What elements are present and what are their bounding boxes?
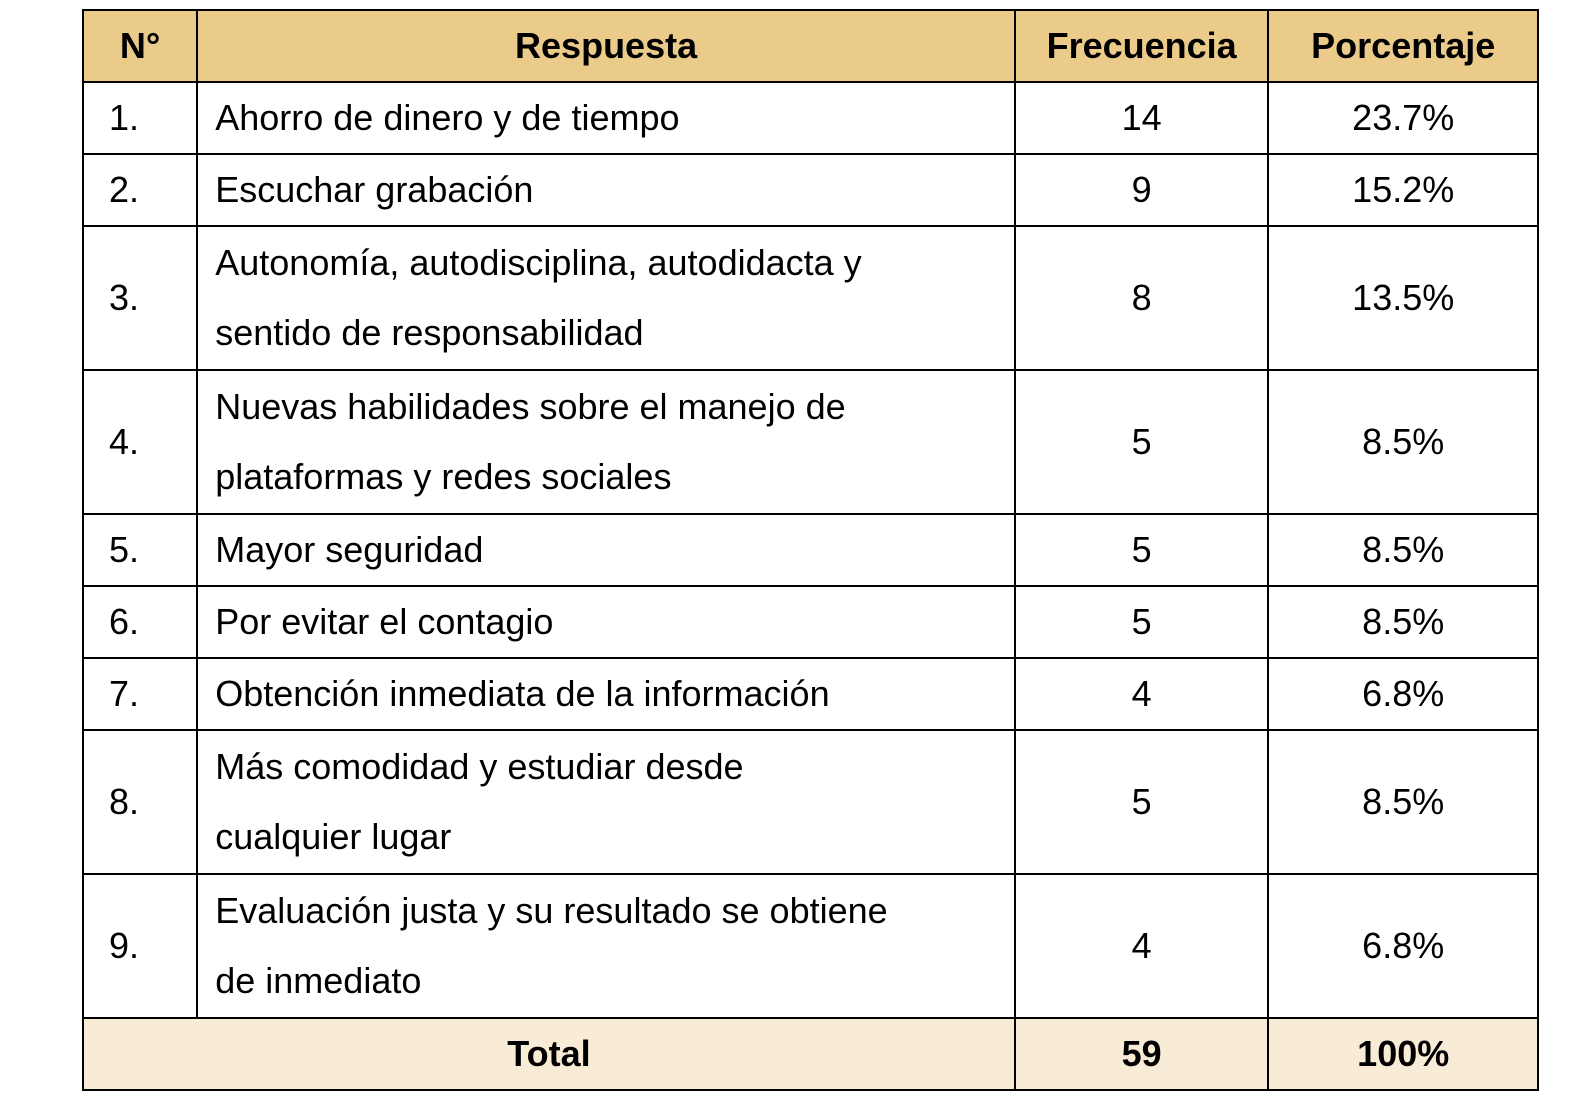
survey-results-table	[82, 9, 1539, 1091]
row-percentage: 8.5%	[1268, 370, 1538, 514]
row-frequency: 9	[1015, 154, 1269, 226]
row-response	[197, 226, 1015, 370]
response-line: Por evitar el contagio	[215, 601, 554, 642]
row-percentage: 23.7%	[1268, 82, 1538, 154]
header-percentage: Porcentaje	[1268, 10, 1538, 82]
row-percentage: 8.5%	[1268, 514, 1538, 586]
row-frequency: 5	[1015, 730, 1269, 874]
row-number: 8.	[83, 730, 197, 874]
row-number: 7.	[83, 658, 197, 730]
table-row	[83, 514, 1538, 586]
row-number: 3.	[83, 226, 197, 370]
row-number: 6.	[83, 586, 197, 658]
table-body	[83, 82, 1538, 1018]
row-percentage: 13.5%	[1268, 226, 1538, 370]
row-percentage: 6.8%	[1268, 874, 1538, 1018]
header-row	[83, 10, 1538, 82]
response-line: plataformas y redes sociales	[215, 456, 672, 497]
response-line: Escuchar grabación	[215, 169, 534, 210]
response-line: Autonomía, autodisciplina, autodidacta y	[215, 242, 862, 283]
response-line: Evaluación justa y su resultado se obtiene	[215, 890, 888, 931]
row-response	[197, 370, 1015, 514]
row-response	[197, 82, 1015, 154]
header-frequency: Frecuencia	[1015, 10, 1269, 82]
table-row	[83, 586, 1538, 658]
row-percentage: 8.5%	[1268, 730, 1538, 874]
table-row	[83, 226, 1538, 370]
row-response	[197, 514, 1015, 586]
row-response	[197, 730, 1015, 874]
header-number: N°	[83, 10, 197, 82]
row-response	[197, 154, 1015, 226]
row-frequency: 4	[1015, 874, 1269, 1018]
row-number: 4.	[83, 370, 197, 514]
row-response	[197, 874, 1015, 1018]
response-line: Mayor seguridad	[215, 529, 484, 570]
row-frequency: 5	[1015, 370, 1269, 514]
table-row	[83, 82, 1538, 154]
row-number: 2.	[83, 154, 197, 226]
row-number: 9.	[83, 874, 197, 1018]
table-row	[83, 370, 1538, 514]
table-row	[83, 730, 1538, 874]
row-number: 5.	[83, 514, 197, 586]
table-row	[83, 658, 1538, 730]
response-line: Más comodidad y estudiar desde	[215, 746, 744, 787]
response-line: Obtención inmediata de la información	[215, 673, 830, 714]
row-percentage: 8.5%	[1268, 586, 1538, 658]
row-response	[197, 586, 1015, 658]
row-frequency: 5	[1015, 514, 1269, 586]
total-row	[83, 1018, 1538, 1090]
response-line: Nuevas habilidades sobre el manejo de	[215, 386, 846, 427]
response-line: de inmediato	[215, 960, 422, 1001]
total-label: Total	[83, 1018, 1015, 1090]
row-frequency: 4	[1015, 658, 1269, 730]
row-frequency: 8	[1015, 226, 1269, 370]
response-line: cualquier lugar	[215, 816, 452, 857]
row-frequency: 14	[1015, 82, 1269, 154]
response-line: sentido de responsabilidad	[215, 312, 644, 353]
header-response: Respuesta	[197, 10, 1015, 82]
row-number: 1.	[83, 82, 197, 154]
row-response	[197, 658, 1015, 730]
row-percentage: 6.8%	[1268, 658, 1538, 730]
table-row	[83, 874, 1538, 1018]
response-line: Ahorro de dinero y de tiempo	[215, 97, 680, 138]
total-percentage: 100%	[1268, 1018, 1538, 1090]
row-percentage: 15.2%	[1268, 154, 1538, 226]
total-frequency: 59	[1015, 1018, 1269, 1090]
row-frequency: 5	[1015, 586, 1269, 658]
table-row	[83, 154, 1538, 226]
